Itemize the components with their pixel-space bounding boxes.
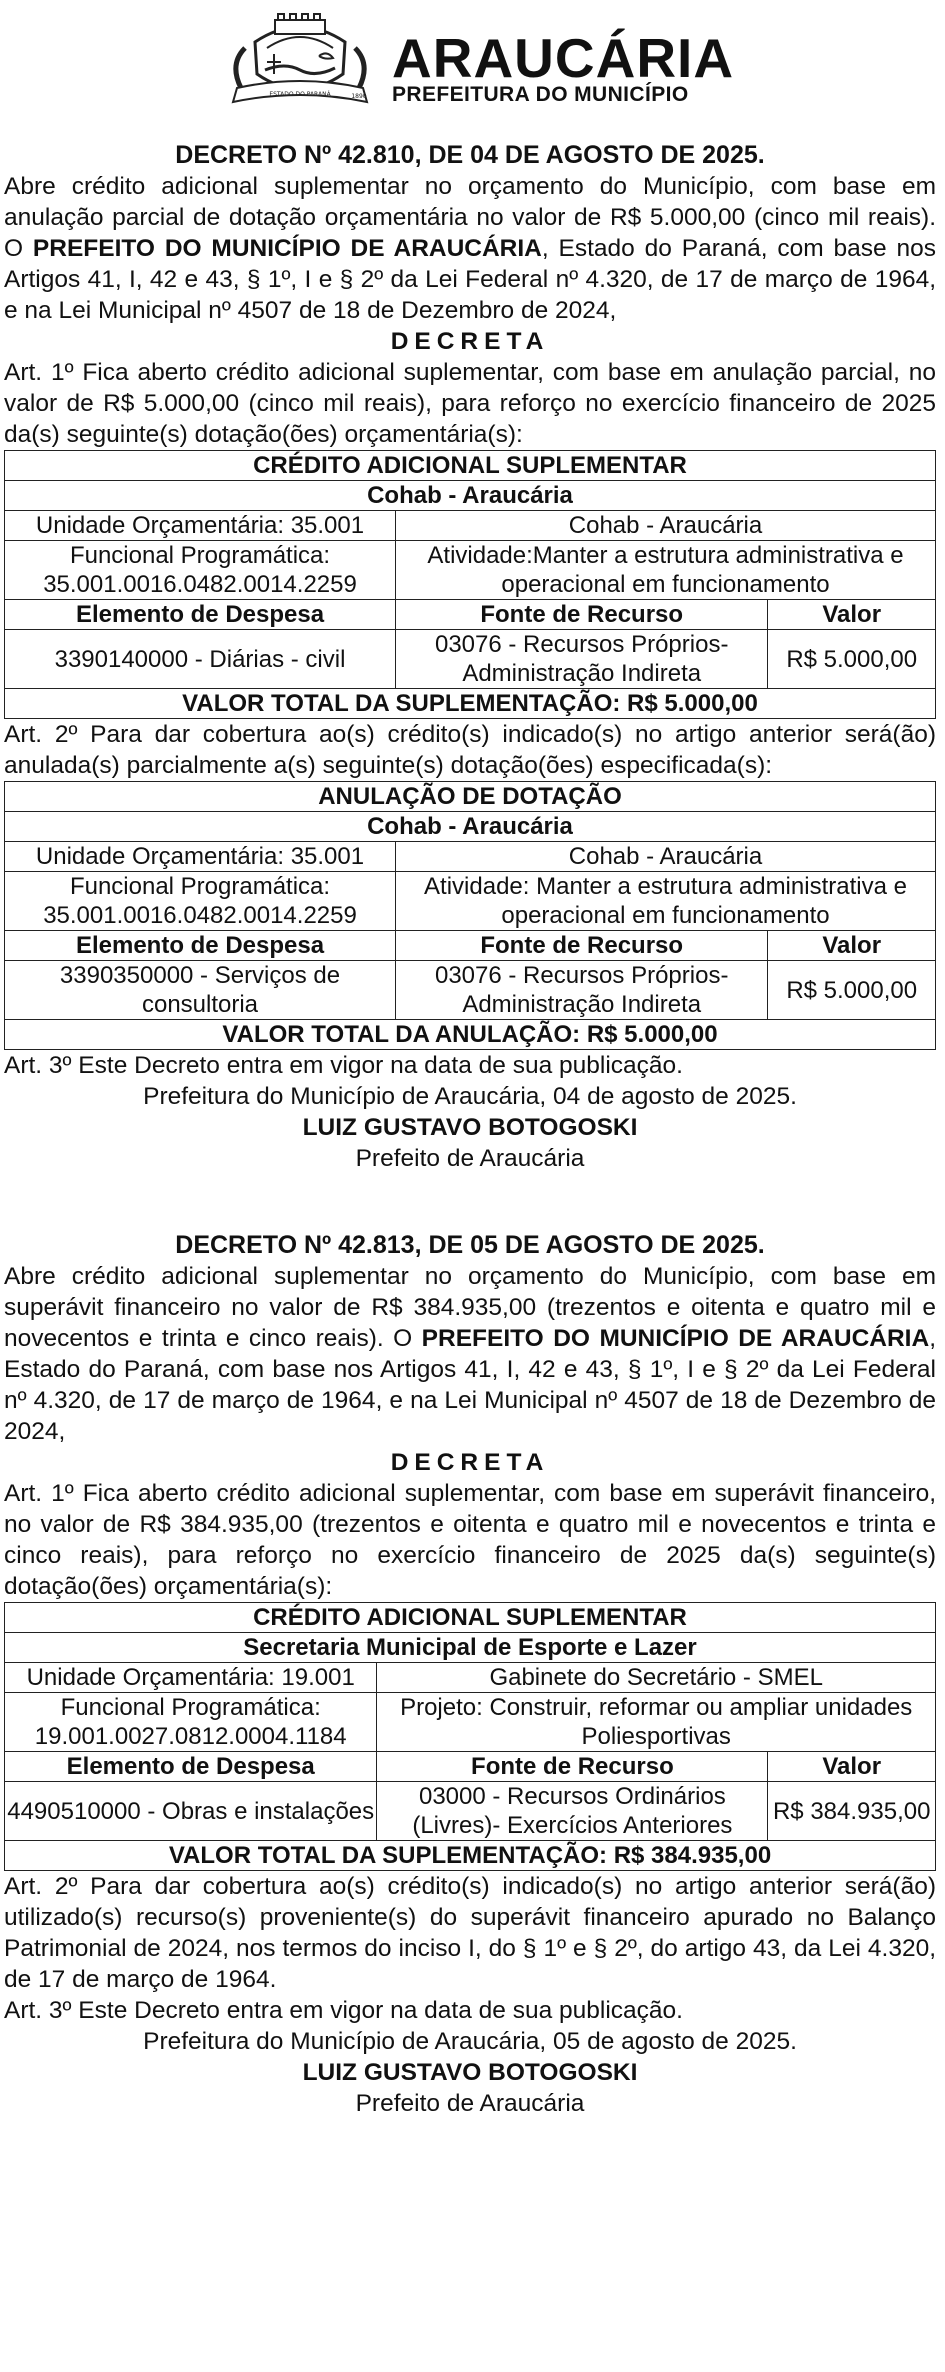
budget-unit-label: Unidade Orçamentária: 35.001 [5,511,396,541]
place-date: Prefeitura do Município de Araucária, 04 de agosto de 2025. [143,1083,797,1110]
column-header: Valor [768,600,936,630]
table-entity: Secretaria Municipal de Esporte e Lazer [5,1633,936,1663]
column-header: Elemento de Despesa [5,600,396,630]
decree-title: DECRETO Nº 42.813, DE 05 DE AGOSTO DE 2025. [175,1231,765,1259]
brand-subtitle: PREFEITURA DO MUNICÍPIO [392,83,689,106]
table-cell: 3390350000 - Serviços de consultoria [5,961,396,1020]
budget-unit-value: Cohab - Araucária [396,511,936,541]
budget-unit-value: Cohab - Araucária [396,842,936,872]
signer-name: LUIZ GUSTAVO BOTOGOSKI [302,2059,638,2086]
article-3: Art. 3º Este Decreto entra em vigor na data de sua publicação. [4,1052,683,1079]
table-cell: 03000 - Recursos Ordinários (Livres)- Exercícios Anteriores [377,1782,768,1841]
table-entity: Cohab - Araucária [5,812,936,842]
functional-program-label: Funcional Programática: 35.001.0016.0482.0014.2259 [5,872,396,931]
brand [392,27,735,106]
table-heading: CRÉDITO ADICIONAL SUPLEMENTAR [5,1603,936,1633]
decree-separator [0,1174,945,1230]
signer-name: LUIZ GUSTAVO BOTOGOSKI [302,1114,638,1141]
svg-text:1890: 1890 [351,93,367,100]
decree-intro: Abre crédito adicional suplementar no orçamento do Município, com base em superávit financeiro no valor de R$ 384.935,00 (trezentos e oitenta e quatro mil e novecentos e trinta e cinco reais). O PREFEITO DO MUNICÍPIO DE ARAUCÁRIA, Estado do Paraná, com base nos Artigos 41, I, 42 e 43, § 1º, I e § 2º da Lei Federal nº 4.320, de 17 de março de 1964, e na Lei Municipal nº 4507 de 18 de Dezembro de 2024, [4,1263,936,1445]
table-heading: ANULAÇÃO DE DOTAÇÃO [5,782,936,812]
article-3: Art. 3º Este Decreto entra em vigor na data de sua publicação. [4,1997,683,2024]
functional-program-value: Atividade: Manter a estrutura administrativa e operacional em funcionamento [396,872,936,931]
place-date: Prefeitura do Município de Araucária, 05 de agosto de 2025. [143,2028,797,2055]
decreta-heading: DECRETA [390,328,550,355]
column-header: Fonte de Recurso [396,931,768,961]
article-2: Art. 2º Para dar cobertura ao(s) crédito(s) indicado(s) no artigo anterior será(ão) anulada(s) parcialmente a(s) seguinte(s) dotação(ões) especificada(s): [4,721,936,779]
functional-program-value: Atividade:Manter a estrutura administrativa e operacional em funcionamento [396,541,936,600]
decree-42813 [0,1230,945,2119]
table-total: VALOR TOTAL DA SUPLEMENTAÇÃO: R$ 384.935,00 [5,1841,936,1871]
table-heading: CRÉDITO ADICIONAL SUPLEMENTAR [5,451,936,481]
decreta-heading: DECRETA [390,1449,550,1476]
signer-role: Prefeito de Araucária [355,1145,585,1172]
decree-42810 [0,140,945,1174]
budget-unit-label: Unidade Orçamentária: 19.001 [5,1663,377,1693]
article-1: Art. 1º Fica aberto crédito adicional suplementar, com base em superávit financeiro, no valor de R$ 384.935,00 (trezentos e oitenta e quatro mil e novecentos e trinta e cinco reais), para reforço no exercício financeiro de 2025 da(s) seguinte(s) dotação(ões) orçamentária(s): [4,1480,936,1600]
table-cell: 03076 - Recursos Próprios- Administração Indireta [396,630,768,689]
column-header: Valor [768,1752,936,1782]
column-header: Fonte de Recurso [377,1752,768,1782]
table-cell: 03076 - Recursos Próprios- Administração Indireta [396,961,768,1020]
column-header: Elemento de Despesa [5,1752,377,1782]
column-header: Elemento de Despesa [5,931,396,961]
svg-text:ESTADO DO PARANÁ: ESTADO DO PARANÁ [269,91,331,98]
annulment-table [4,781,936,1050]
table-cell: R$ 5.000,00 [768,961,936,1020]
header [0,0,945,122]
supplementary-credit-table [4,450,936,719]
decree-title: DECRETO Nº 42.810, DE 04 DE AGOSTO DE 2025. [175,141,765,169]
functional-program-label: Funcional Programática: 19.001.0027.0812.0004.1184 [5,1693,377,1752]
brand-name: ARAUCÁRIA [392,27,735,89]
table-total: VALOR TOTAL DA SUPLEMENTAÇÃO: R$ 5.000,00 [5,689,936,719]
signer-role: Prefeito de Araucária [355,2090,585,2117]
budget-unit-value: Gabinete do Secretário - SMEL [377,1663,936,1693]
column-header: Fonte de Recurso [396,600,768,630]
article-2: Art. 2º Para dar cobertura ao(s) crédito(s) indicado(s) no artigo anterior será(ão) utilizado(s) recurso(s) proveniente(s) do superávit financeiro apurado no Balanço Patrimonial de 2024, nos termos do inciso I, do § 1º e § 2º, do artigo 43, da Lei 4.320, de 17 de março de 1964. [4,1873,936,1993]
table-cell: 3390140000 - Diárias - civil [5,630,396,689]
article-1: Art. 1º Fica aberto crédito adicional suplementar, com base em anulação parcial, no valor de R$ 5.000,00 (cinco mil reais), para reforço no exercício financeiro de 2025 da(s) seguinte(s) dotação(ões) orçamentária(s): [4,359,936,448]
decree-intro: Abre crédito adicional suplementar no orçamento do Município, com base em anulação parcial de dotação orçamentária no valor de R$ 5.000,00 (cinco mil reais). O PREFEITO DO MUNICÍPIO DE ARAUCÁRIA, Estado do Paraná, com base nos Artigos 41, I, 42 e 43, § 1º, I e § 2º da Lei Federal nº 4.320, de 17 de março de 1964, e na Lei Municipal nº 4507 de 18 de Dezembro de 2024, [4,173,936,324]
functional-program-value: Projeto: Construir, reformar ou ampliar unidades Poliesportivas [377,1693,936,1752]
budget-unit-label: Unidade Orçamentária: 35.001 [5,842,396,872]
table-cell: 4490510000 - Obras e instalações [5,1782,377,1841]
column-header: Valor [768,931,936,961]
table-cell: R$ 5.000,00 [768,630,936,689]
table-total: VALOR TOTAL DA ANULAÇÃO: R$ 5.000,00 [5,1020,936,1050]
supplementary-credit-table [4,1602,936,1871]
municipal-crest-icon [215,12,385,110]
functional-program-label: Funcional Programática: 35.001.0016.0482.0014.2259 [5,541,396,600]
table-entity: Cohab - Araucária [5,481,936,511]
table-cell: R$ 384.935,00 [768,1782,936,1841]
